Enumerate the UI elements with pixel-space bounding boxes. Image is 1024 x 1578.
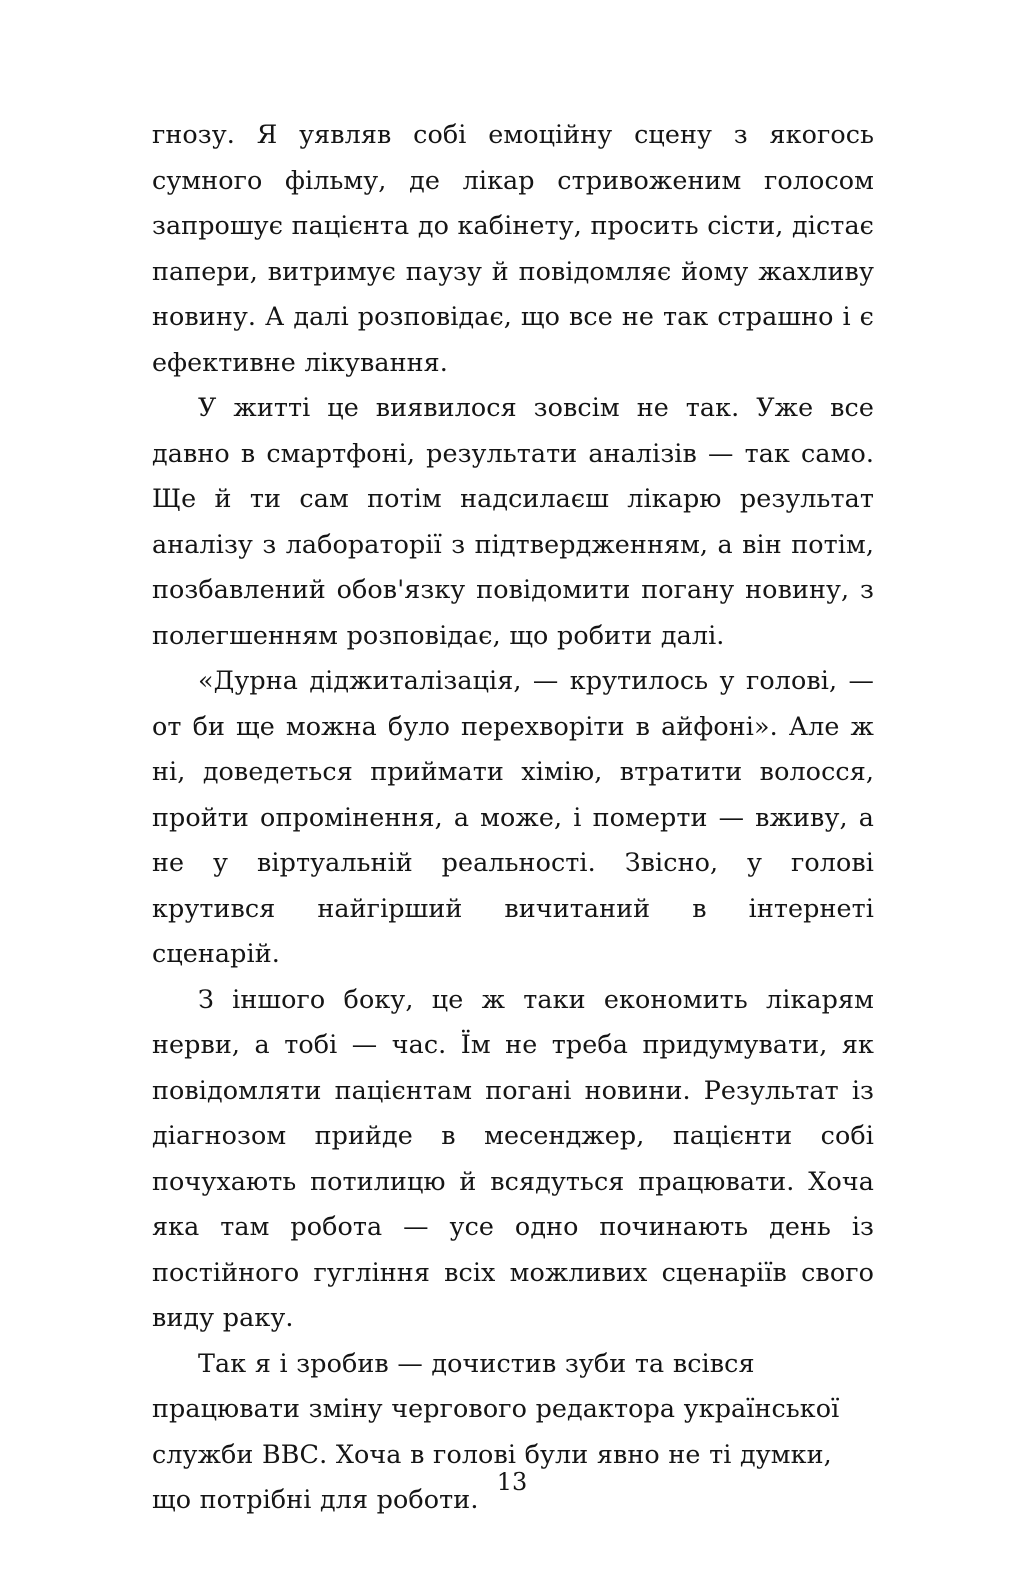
page-number: 13 xyxy=(496,1468,528,1496)
page-text-body xyxy=(152,112,874,1523)
paragraph: Так я і зробив — дочистив зуби та всівся працювати зміну чергового редактора української служби ВВС. Хоча в голові були явно не ті думки, що потрібні для роботи. xyxy=(152,1347,840,1514)
paragraph: У житті це виявилося зовсім не так. Уже все давно в смартфоні, результати аналізів — так само. Ще й ти сам потім надсилаєш лікарю результат аналізу з лабораторії з підтвердженням, а він потім, позбавлений обов'язку повідомити погану новину, з полегшенням розповідає, що робити далі. xyxy=(152,392,874,650)
paragraph: «Дурна діджиталізація, — крутилось у голові, — от би ще можна було перехворіти в айфоні». Але ж ні, доведеться приймати хімію, втратити волосся, пройти опромінення, а може, і померти — вживу, а не у віртуальній реальності. Звісно, у голові крутився найгірший вичитаний в інтернеті сценарій. xyxy=(152,665,874,968)
paragraph: гнозу. Я уявляв собі емоційну сцену з якогось сумного фільму, де лікар стривоженим голосом запрошує пацієнта до кабінету, просить сісти, дістає папери, витримує паузу й повідомляє йому жахливу новину. А далі розповідає, що все не так страшно і є ефективне лікування. xyxy=(152,119,874,377)
paragraph: З іншого боку, це ж таки економить лікарям нерви, а тобі — час. Їм не треба придумувати, як повідомляти пацієнтам погані новини. Результат із діагнозом прийде в месенджер, пацієнти собі почухають потилицю й всядуться працювати. Хоча яка там робота — усе одно починають день із постійного гугління всіх можливих сценаріїв свого виду раку. xyxy=(152,983,874,1332)
